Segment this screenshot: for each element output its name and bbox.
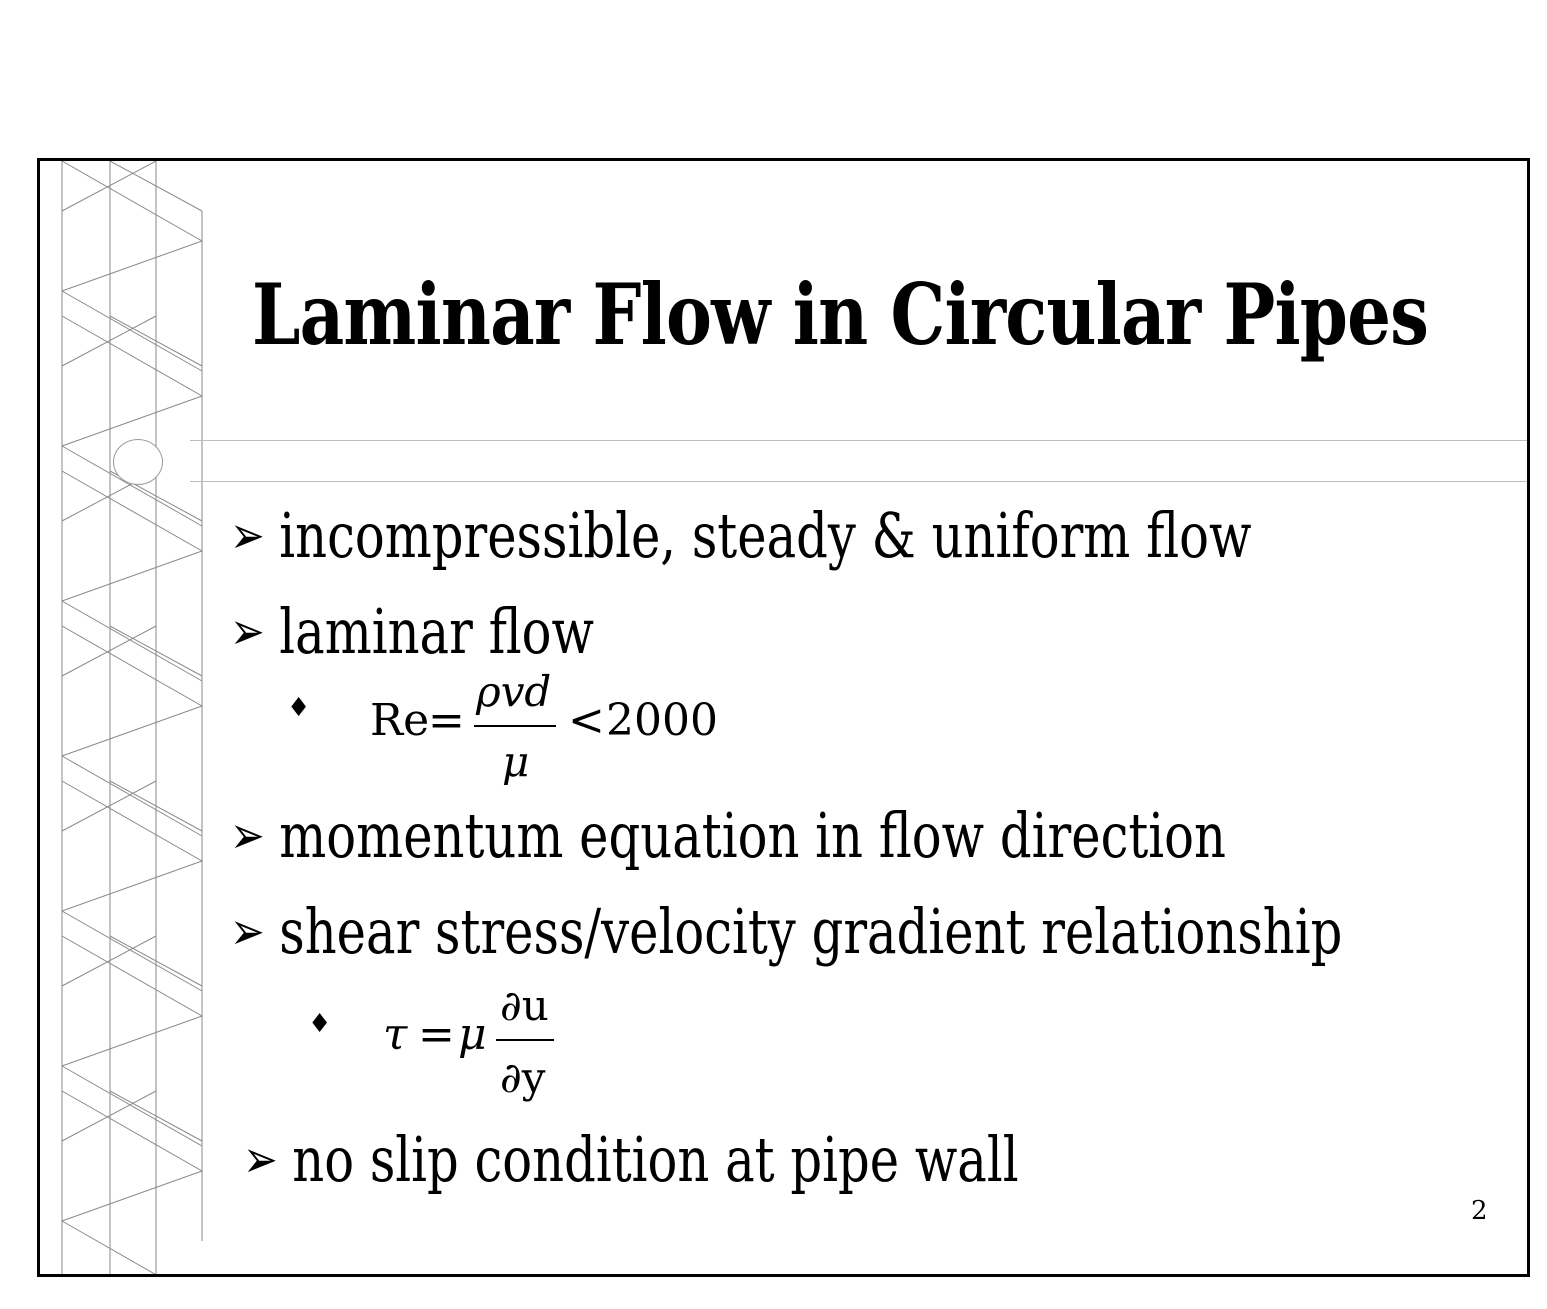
bullet-text: laminar flow: [279, 595, 594, 668]
bullet-item-4: [230, 895, 1343, 968]
reynolds-fraction-bar: [474, 725, 556, 727]
shear-equals: =: [418, 1009, 455, 1060]
shear-numerator: ∂u: [500, 981, 549, 1030]
bullet-text: shear stress/velocity gradient relationship: [279, 895, 1343, 968]
bullet-item-2: [230, 595, 594, 668]
title-divider-band: [190, 440, 1530, 482]
arrow-bullet-icon: ➢: [230, 806, 265, 866]
bullet-text: momentum equation in flow direction: [279, 799, 1226, 872]
arrow-bullet-icon: ➢: [230, 602, 265, 662]
shear-denominator: ∂y: [500, 1053, 546, 1102]
shear-fraction-bar: [496, 1039, 554, 1041]
diamond-bullet-icon: ♦: [287, 693, 311, 723]
bullet-text: no slip condition at pipe wall: [292, 1123, 1019, 1196]
page-number: 2: [1471, 1196, 1488, 1226]
arrow-bullet-icon: ➢: [230, 902, 265, 962]
reynolds-equals: =: [428, 695, 465, 746]
arrow-bullet-icon: ➢: [243, 1130, 278, 1190]
diamond-bullet-icon: ♦: [308, 1009, 332, 1039]
reynolds-lhs: Re: [370, 695, 430, 746]
shear-coefficient: μ: [458, 1009, 487, 1060]
bullet-item-1: [230, 499, 1252, 572]
shear-lhs: τ: [383, 1009, 408, 1060]
reynolds-denominator: μ: [502, 737, 530, 786]
slide-frame: [37, 158, 1530, 1277]
slide-title: Laminar Flow in Circular Pipes: [252, 265, 1429, 364]
divider-knob-ornament: [113, 439, 163, 485]
reynolds-relation: <: [568, 695, 605, 746]
bullet-text: incompressible, steady & uniform flow: [279, 499, 1252, 572]
bullet-item-5: [243, 1123, 1019, 1196]
bullet-item-3: [230, 799, 1226, 872]
reynolds-threshold: 2000: [606, 695, 718, 746]
reynolds-numerator: ρvd: [476, 667, 552, 716]
braided-border-decoration: [40, 161, 210, 1277]
arrow-bullet-icon: ➢: [230, 506, 265, 566]
